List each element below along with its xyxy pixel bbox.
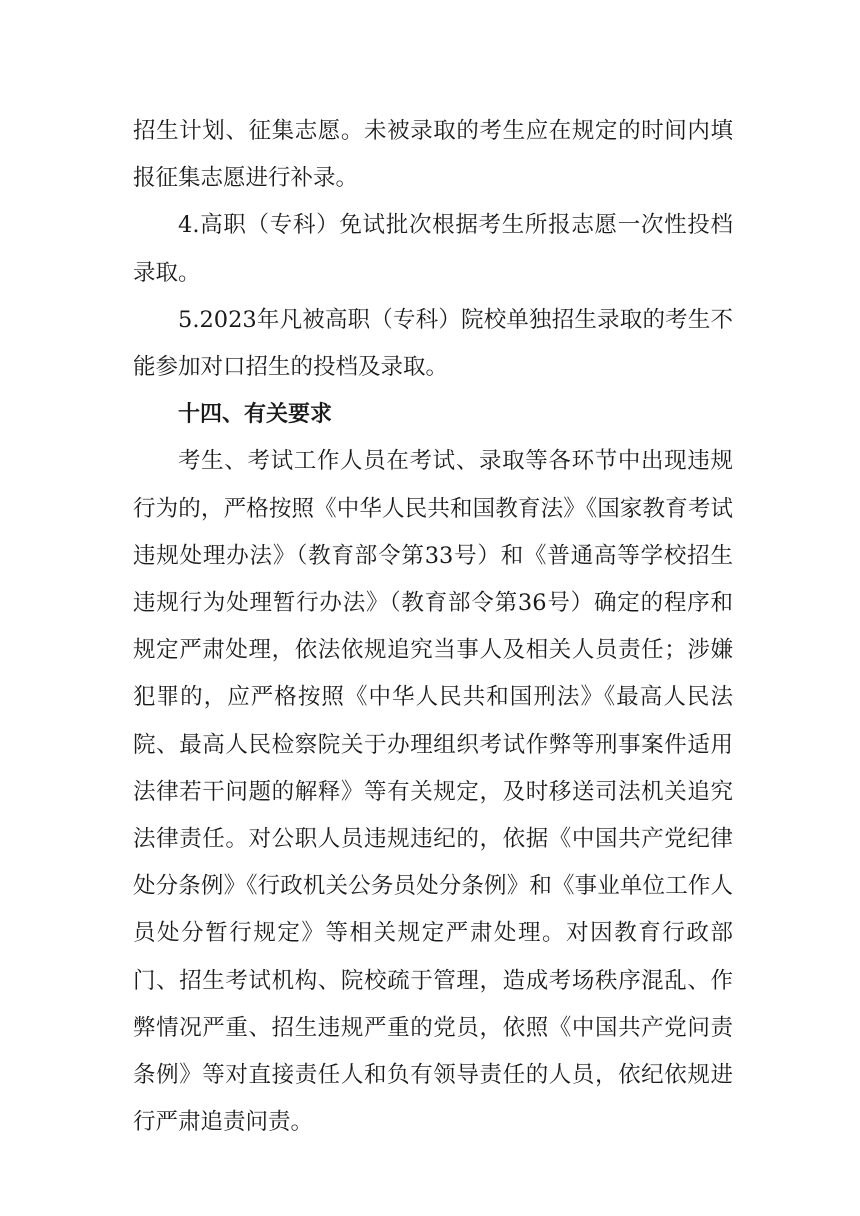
paragraph-continuation: 招生计划、征集志愿。未被录取的考生应在规定的时间内填报征集志愿进行补录。 [133,118,733,192]
section-heading: 十四、有关要求 [178,402,333,428]
document-body [133,108,733,1146]
paragraph-item-5: 5.2023年凡被高职（专科）院校单独招生录取的考生不能参加对口招生的投档及录取。 [133,306,733,381]
paragraph-section-body: 考生、考试工作人员在考试、录取等各环节中出现违规行为的，严格按照《中华人民共和国教育法》《国家教育考试违规处理办法》（教育部令第33号）和《普通高等学校招生违规行为处理暂行办法》（教育部令第36号）确定的程序和规定严肃处理，依法依规追究当事人及相关人员责任；涉嫌犯罪的，应严格按照《中华人民共和国刑法》《最高人民法院、最高人民检察院关于办理组织考试作弊等刑事案件适用法律若干问题的解释》等有关规定，及时移送司法机关追究法律责任。对公职人员违规违纪的，依据《中国共产党纪律处分条例》《行政机关公务员处分条例》和《事业单位工作人员处分暂行规定》等相关规定严肃处理。对因教育行政部门、招生考试机构、院校疏于管理，造成考场秩序混乱、作弊情况严重、招生违规严重的党员，依照《中国共产党问责条例》等对直接责任人和负有领导责任的人员，依纪依规进行严肃追责问责。 [133,448,733,1136]
paragraph-item-4: 4.高职（专科）免试批次根据考生所报志愿一次性投档录取。 [133,212,733,286]
